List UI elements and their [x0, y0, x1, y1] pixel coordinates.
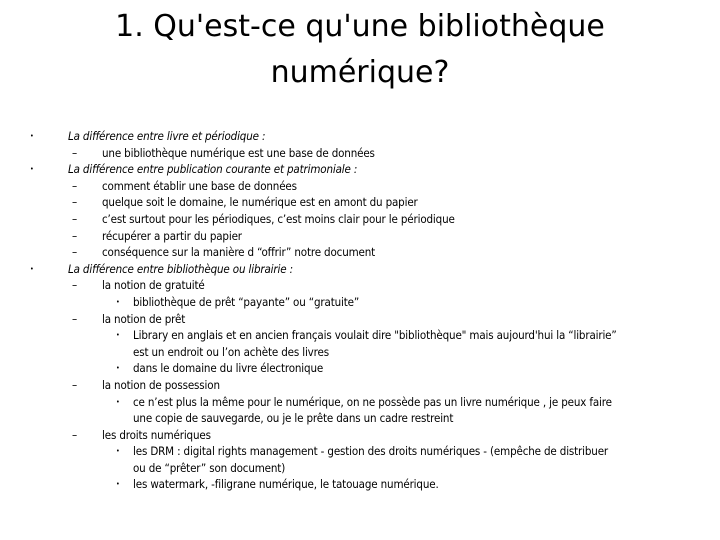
bullet-text: les DRM : digital rights management - gestion des droits numériques - (empêche de distribuer: [133, 444, 609, 459]
dash-marker: –: [72, 278, 78, 293]
slide-title-line-1: 1. Qu'est-ce qu'une bibliothèque: [115, 9, 605, 44]
bullet-level-2: [30, 277, 700, 294]
dash-marker: –: [72, 427, 78, 442]
bullet-text: La différence entre bibliothèque ou librairie :: [68, 261, 293, 276]
bullet-level-2: [30, 377, 700, 394]
bullet-level-3: [30, 476, 700, 493]
dash-marker: –: [72, 195, 78, 210]
bullet-marker: •: [116, 364, 120, 373]
dash-marker: –: [72, 211, 78, 226]
bullet-text: une bibliothèque numérique est une base de données: [102, 145, 375, 160]
bullet-text: la notion de possession: [102, 377, 220, 392]
bullet-level-1: [30, 128, 700, 145]
bullet-marker: •: [116, 331, 120, 340]
bullet-text: la notion de prêt: [102, 311, 186, 326]
slide-title: [60, 4, 660, 96]
bullet-text: La différence entre livre et périodique :: [68, 129, 266, 143]
bullet-level-3: [30, 294, 700, 311]
bullet-text: ou de “prêter” son document): [133, 460, 286, 475]
bullet-text: une copie de sauvegarde, ou je le prête dans un cadre restreint: [133, 411, 454, 426]
bullet-list: [30, 128, 700, 493]
bullet-text: récupérer a partir du papier: [102, 228, 242, 243]
bullet-level-3: [30, 394, 700, 427]
bullet-text: conséquence sur la manière d “offrir” notre document: [102, 245, 376, 260]
bullet-text: est un endroit ou l’on achète des livres: [133, 344, 329, 359]
bullet-marker: •: [30, 165, 34, 174]
dash-marker: –: [72, 145, 78, 160]
bullet-text: c’est surtout pour les périodiques, c’est moins clair pour le périodique: [102, 211, 455, 226]
bullet-text: bibliothèque de prêt “payante” ou “gratuite”: [133, 294, 360, 309]
bullet-text: les watermark, -filigrane numérique, le tatouage numérique.: [133, 477, 439, 492]
bullet-text: comment établir une base de données: [102, 178, 297, 193]
bullet-level-2: [30, 145, 700, 162]
bullet-text: La différence entre publication courante et patrimoniale :: [68, 162, 358, 177]
bullet-level-2: [30, 178, 700, 195]
bullet-marker: •: [116, 397, 120, 406]
dash-marker: –: [72, 178, 78, 193]
dash-marker: –: [72, 245, 78, 260]
bullet-text: la notion de gratuité: [102, 278, 205, 293]
bullet-level-2: [30, 311, 700, 328]
bullet-marker: •: [116, 480, 120, 489]
bullet-level-3: [30, 327, 700, 360]
dash-marker: –: [72, 311, 78, 326]
slide-title-line-2: numérique?: [270, 55, 450, 90]
bullet-level-2: [30, 427, 700, 444]
bullet-marker: •: [116, 447, 120, 456]
bullet-text: dans le domaine du livre électronique: [133, 361, 324, 376]
bullet-marker: •: [116, 297, 120, 306]
bullet-level-2: [30, 211, 700, 228]
bullet-text: Library en anglais et en ancien français voulait dire "bibliothèque" mais aujourd'hui la “librairie”: [133, 328, 617, 343]
bullet-text: ce n’est plus la même pour le numérique, on ne possède pas un livre numérique , je peux faire: [133, 394, 612, 409]
bullet-level-3: [30, 443, 700, 476]
bullet-marker: •: [30, 132, 34, 140]
bullet-level-3: [30, 360, 700, 377]
dash-marker: –: [72, 228, 78, 243]
bullet-text: quelque soit le domaine, le numérique est en amont du papier: [102, 195, 418, 210]
bullet-level-2: [30, 228, 700, 245]
bullet-level-1: [30, 161, 700, 178]
bullet-level-2: [30, 194, 700, 211]
bullet-text: les droits numériques: [102, 427, 211, 442]
bullet-level-2: [30, 244, 700, 261]
dash-marker: –: [72, 377, 78, 392]
bullet-marker: •: [30, 264, 34, 273]
bullet-level-1: [30, 261, 700, 278]
